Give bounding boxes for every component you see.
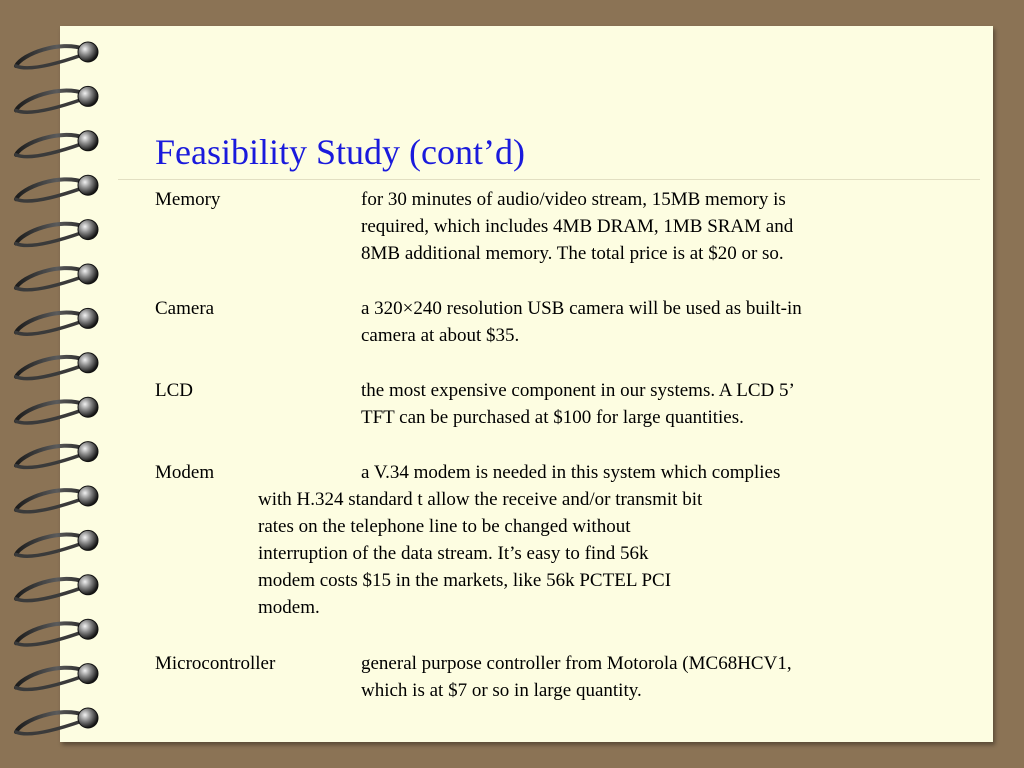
term-modem: Modem <box>155 462 215 483</box>
slide-title: Feasibility Study (cont’d) <box>155 132 525 172</box>
modem-desc-line-5: modem costs $15 in the markets, like 56k PCTEL PCI <box>258 570 672 591</box>
modem-desc-line-2: with H.324 standard t allow the receive and/or transmit bit <box>258 489 703 510</box>
term-lcd: LCD <box>155 380 193 401</box>
camera-desc-line-1: a 320×240 resolution USB camera will be used as built-in <box>361 298 802 319</box>
modem-desc-line-1: a V.34 modem is needed in this system which complies <box>361 462 781 483</box>
microcontroller-desc-line-2: which is at $7 or so in large quantity. <box>361 680 642 701</box>
memory-desc-line-2: required, which includes 4MB DRAM, 1MB SRAM and <box>361 216 794 237</box>
term-microcontroller: Microcontroller <box>155 653 276 674</box>
modem-desc-line-3: rates on the telephone line to be changed without <box>258 516 631 537</box>
modem-desc-line-6: modem. <box>258 597 320 618</box>
lcd-desc-line-1: the most expensive component in our systems. A LCD 5’ <box>361 380 795 401</box>
term-memory: Memory <box>155 189 221 210</box>
modem-desc-line-4: interruption of the data stream. It’s easy to find 56k <box>258 543 649 564</box>
term-camera: Camera <box>155 298 215 319</box>
memory-desc-line-1: for 30 minutes of audio/video stream, 15MB memory is <box>361 189 786 210</box>
memory-desc-line-3: 8MB additional memory. The total price is at $20 or so. <box>361 243 784 264</box>
camera-desc-line-2: camera at about $35. <box>361 325 520 346</box>
microcontroller-desc-line-1: general purpose controller from Motorola (MC68HCV1, <box>361 653 792 674</box>
lcd-desc-line-2: TFT can be purchased at $100 for large quantities. <box>361 407 744 428</box>
